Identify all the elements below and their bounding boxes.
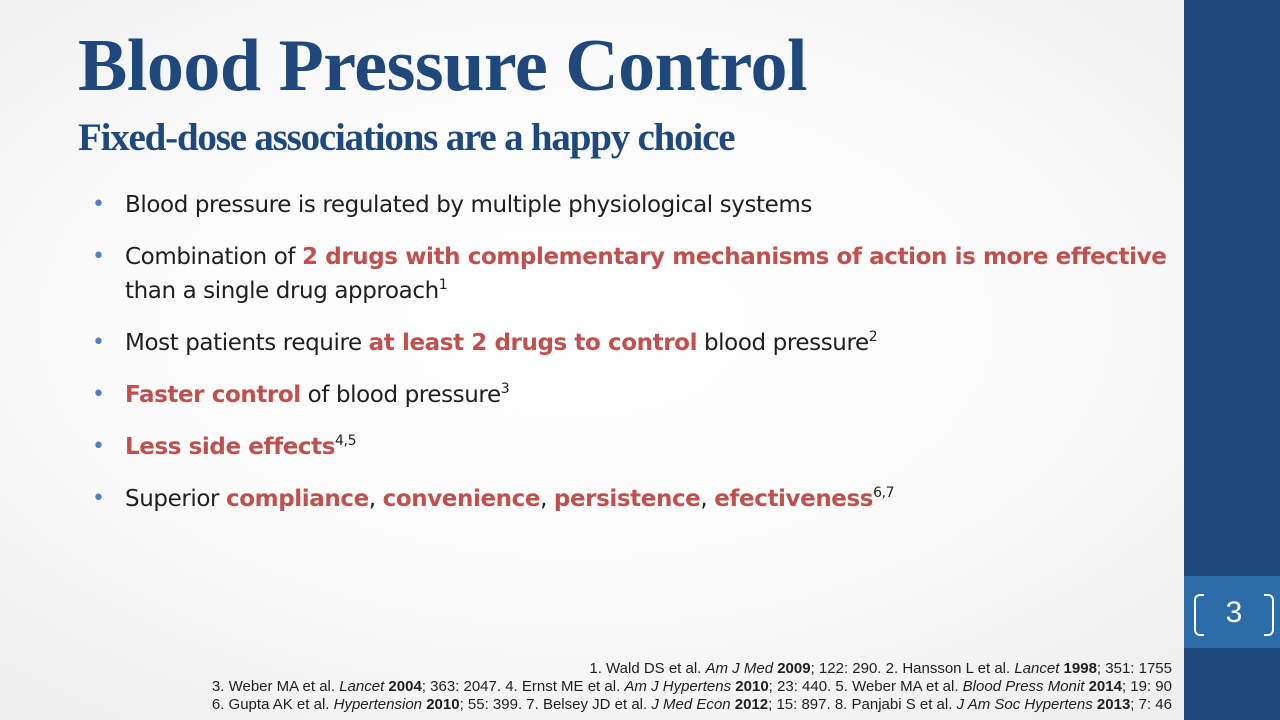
bullet-highlight: 2 drugs with complementary mechanisms of action is more effective bbox=[302, 244, 1167, 270]
ref-journal: J Med Econ bbox=[651, 696, 731, 713]
citation-superscript: 4,5 bbox=[335, 433, 357, 449]
ref-text: ; 55: 399. 7. Belsey JD et al. bbox=[459, 696, 652, 713]
bullet-item bbox=[90, 240, 1175, 308]
bullet-highlight: persistence bbox=[553, 486, 701, 512]
bullet-highlight: Faster control bbox=[125, 382, 301, 408]
bullet-item bbox=[90, 326, 1175, 360]
bullet-highlight: convenience bbox=[382, 486, 541, 512]
right-bracket-icon bbox=[1264, 594, 1274, 636]
ref-journal: Blood Press Monit bbox=[962, 678, 1085, 695]
citation-superscript: 6,7 bbox=[873, 485, 895, 501]
references bbox=[92, 660, 1172, 714]
bullet-highlight: compliance bbox=[226, 486, 369, 512]
ref-text: ; 351: 1755 bbox=[1096, 660, 1172, 677]
ref-journal: Am J Med bbox=[705, 660, 774, 677]
ref-text: 3. Weber MA et al. bbox=[211, 678, 340, 695]
bullet-highlight: Less side effects bbox=[125, 434, 336, 460]
reference-line bbox=[92, 696, 1172, 714]
bullet-text: Superior bbox=[125, 486, 227, 512]
bullet-highlight: efectiveness bbox=[714, 486, 874, 512]
bullet-text: , bbox=[700, 486, 715, 512]
ref-year: 1998 bbox=[1063, 660, 1097, 677]
ref-text: 6. Gupta AK et al. bbox=[211, 696, 334, 713]
ref-year: 2010 bbox=[426, 696, 460, 713]
ref-journal: J Am Soc Hypertens bbox=[956, 696, 1093, 713]
page-number: 3 bbox=[1225, 596, 1243, 629]
bullet-text: , bbox=[540, 486, 554, 512]
slide-title: Blood Pressure Control bbox=[78, 25, 808, 107]
ref-journal: Am J Hypertens bbox=[624, 678, 732, 695]
ref-text: ; 23: 440. 5. Weber MA et al. bbox=[768, 678, 963, 695]
bullet-text: Combination of bbox=[125, 244, 303, 270]
citation-superscript: 2 bbox=[868, 329, 878, 345]
ref-journal: Hypertension bbox=[333, 696, 423, 713]
bullet-text: Most patients require bbox=[125, 330, 369, 356]
ref-text: 1. Wald DS et al. bbox=[589, 660, 706, 677]
ref-year: 2013 bbox=[1096, 696, 1131, 713]
citation-superscript: 3 bbox=[500, 381, 510, 397]
ref-text: ; 15: 897. 8. Panjabi S et al. bbox=[768, 696, 957, 713]
ref-journal: Lancet bbox=[1014, 660, 1060, 677]
ref-text: ; 122: 290. 2. Hansson L et al. bbox=[810, 660, 1015, 677]
ref-text: ; 7: 46 bbox=[1130, 696, 1172, 713]
bullet-item bbox=[90, 378, 1175, 412]
ref-year: 2014 bbox=[1088, 678, 1122, 695]
citation-superscript: 1 bbox=[438, 277, 448, 293]
bullet-text: of blood pressure bbox=[300, 382, 501, 408]
ref-year: 2009 bbox=[777, 660, 811, 677]
ref-text: ; 19: 90 bbox=[1121, 678, 1172, 695]
bullet-text: blood pressure bbox=[697, 330, 869, 356]
bullet-text: than a single drug approach bbox=[125, 278, 439, 304]
reference-line bbox=[92, 660, 1172, 678]
bullet-text: , bbox=[368, 486, 383, 512]
ref-year: 2010 bbox=[735, 678, 769, 695]
ref-year: 2004 bbox=[388, 678, 422, 695]
bullet-highlight: at least 2 drugs to control bbox=[368, 330, 698, 356]
bullet-item bbox=[90, 188, 1175, 222]
slide-subtitle: Fixed-dose associations are a happy choice bbox=[78, 116, 735, 159]
bullet-item bbox=[90, 430, 1175, 464]
bullet-text: Blood pressure is regulated by multiple physiological systems bbox=[125, 192, 813, 218]
left-bracket-icon bbox=[1194, 594, 1204, 636]
ref-journal: Lancet bbox=[339, 678, 385, 695]
reference-line bbox=[92, 678, 1172, 696]
ref-year: 2012 bbox=[734, 696, 769, 713]
bullet-list bbox=[90, 188, 1175, 534]
bullet-item bbox=[90, 482, 1175, 516]
ref-text: ; 363: 2047. 4. Ernst ME et al. bbox=[421, 678, 625, 695]
